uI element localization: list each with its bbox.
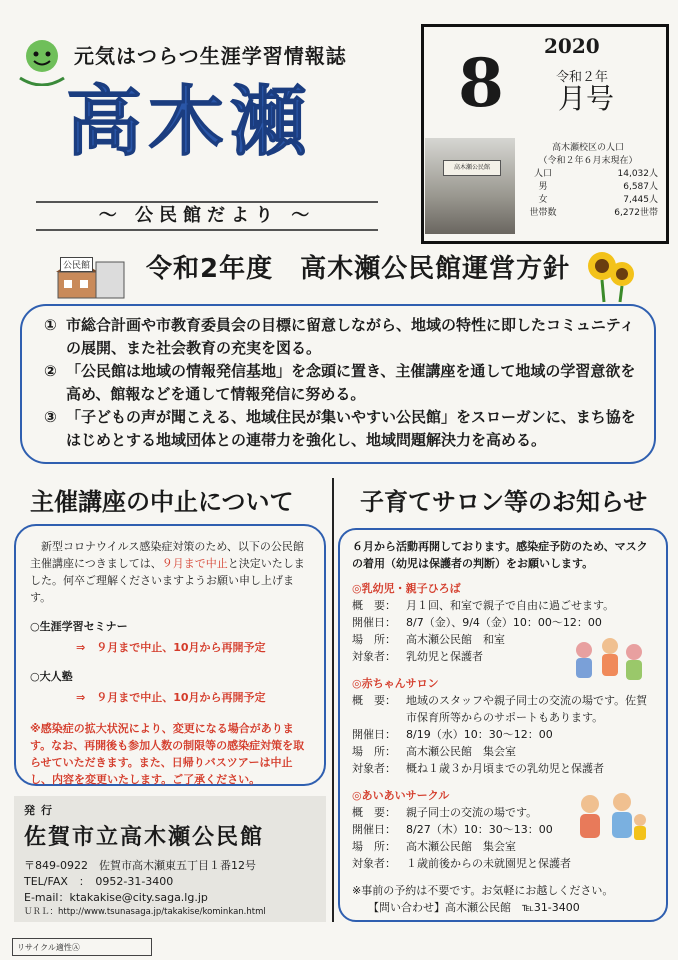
kominkan-icon-label: 公民館 bbox=[60, 257, 93, 272]
issue-year: 2020 bbox=[544, 34, 600, 58]
population-row: 世帯数 6,272世帯 bbox=[529, 208, 658, 218]
issue-suffix: 月号 bbox=[558, 82, 615, 115]
salon-section-head: ◎赤ちゃんサロン bbox=[352, 677, 439, 690]
course-status: ⇒ ９月まで中止、10月から再開予定 bbox=[76, 641, 266, 654]
population-row: 女 7,445人 bbox=[538, 195, 658, 205]
cancellation-intro: 新型コロナウイルス感染症対策のため、以下の公民館主催講座につきましては、９月まで中止と決定いたしました。何卒ご理解くださいますようお願い申し上げます。 bbox=[30, 540, 305, 604]
cancellation-notice: ※感染症の拡大状況により、変更になる場合があります。なお、再開後も参加人数の制限等の感染症対策を取らせていただきます。また、日帰りバスツアーは中止し、内容を変更いたします。ご了承ください。 bbox=[30, 722, 305, 786]
families-illustration-icon bbox=[570, 636, 650, 688]
salon-row: 概 要： 地域のスタッフや親子同士の交流の場です。佐賀市保育所等からのサポートもあります。 bbox=[352, 694, 648, 724]
salon-intro: ６月から活動再開しております。感染症予防のため、マスクの着用（幼児は保護者の判断）をお願いします。 bbox=[352, 540, 648, 570]
salon-row: 対象者： 概ね１歳３か月頃までの乳幼児と保護者 bbox=[352, 762, 604, 775]
salon-box bbox=[338, 528, 668, 922]
population-date: （令和２年６月末現在） bbox=[538, 156, 638, 166]
publisher-info bbox=[14, 796, 326, 922]
salon-row: 概 要： 親子同士の交流の場です。 bbox=[352, 806, 538, 819]
salon-row: 場 所： 高木瀬公民館 和室 bbox=[352, 633, 505, 646]
publisher-tel: TEL/FAX ： 0952-31-3400 bbox=[24, 875, 174, 888]
course-name: ○大人塾 bbox=[30, 670, 73, 683]
column-divider bbox=[332, 478, 334, 922]
cancellation-title: 主催講座の中止について bbox=[30, 488, 294, 516]
photo-sign: 高木瀬公民館 bbox=[443, 160, 501, 176]
mascot-icon bbox=[14, 34, 70, 86]
salon-row: 開催日： 8/7（金）、9/4（金）10：00～12：00 bbox=[352, 616, 602, 629]
kominkan-photo bbox=[425, 138, 515, 234]
policy-item: ③ 「子どもの声が聞こえる、地域住民が集いやすい公民館」をスローガンに、まち協をはじめとする地域団体との連帯力を強化し、地域問題解決力を高める。 bbox=[44, 408, 636, 449]
issue-month: 8 bbox=[458, 44, 504, 122]
newsletter-title: 高木瀬 bbox=[66, 77, 312, 166]
population-row: 人口 14,032人 bbox=[533, 169, 658, 179]
course-status: ⇒ ９月まで中止、10月から再開予定 bbox=[76, 691, 266, 704]
salon-inquiry: 【問い合わせ】高木瀬公民館 ℡31-3400 bbox=[368, 901, 580, 914]
course-name: ○生涯学習セミナー bbox=[30, 620, 128, 633]
population-table bbox=[518, 142, 658, 220]
parents-children-illustration-icon bbox=[572, 790, 652, 844]
population-title: 高木瀬校区の人口 bbox=[551, 143, 624, 153]
salon-row: 概 要： 月１回、和室で親子で自由に過ごせます。 bbox=[352, 599, 615, 612]
publisher-label: 発行 bbox=[24, 804, 58, 817]
cancellation-box bbox=[14, 524, 326, 786]
salon-row: 開催日： 8/19（水）10：30～12：00 bbox=[352, 728, 553, 741]
publisher-name: 佐賀市立高木瀬公民館 bbox=[24, 825, 265, 850]
publisher-url: ＵＲＬ：http://www.tsunasaga.jp/takakise/kominkan.html bbox=[24, 907, 266, 917]
salon-footnote: ※事前の予約は不要です。お気軽にお越しください。 bbox=[352, 884, 614, 897]
publisher-email: E-mail：ktakakise@city.saga.lg.jp bbox=[24, 891, 208, 904]
issue-era: 令和２年 bbox=[556, 70, 609, 85]
salon-row: 開催日： 8/27（木）10：30～13：00 bbox=[352, 823, 553, 836]
policy-item: ① 市総合計画や市教育委員会の目標に留意しながら、地域の特性に即したコミュニティの展開、また社会教育の充実を図る。 bbox=[44, 316, 635, 357]
salon-section-head: ◎乳幼児・親子ひろば bbox=[352, 582, 461, 595]
salon-section-head: ◎あいあいサークル bbox=[352, 789, 450, 802]
salon-row: 場 所： 高木瀬公民館 集会室 bbox=[352, 745, 516, 758]
newsletter-subtitle: ～ 公民館だより ～ bbox=[36, 201, 378, 231]
population-row: 男 6,587人 bbox=[538, 182, 658, 192]
salon-title: 子育てサロン等のお知らせ bbox=[360, 488, 648, 516]
policy-box bbox=[20, 304, 656, 464]
sunflower-icon bbox=[580, 244, 640, 304]
salon-row: 場 所： 高木瀬公民館 集会室 bbox=[352, 840, 516, 853]
publisher-address: 〒849-0922 佐賀市高木瀬東五丁目１番12号 bbox=[24, 859, 256, 872]
salon-row: 対象者： 乳幼児と保護者 bbox=[352, 650, 483, 663]
salon-row: 対象者： １歳前後からの未就園児と保護者 bbox=[352, 857, 571, 870]
recycle-mark: リサイクル適性Ⓐ bbox=[12, 938, 152, 956]
policy-title: 令和2年度 高木瀬公民館運営方針 bbox=[146, 254, 571, 284]
tagline: 元気はつらつ生涯学習情報誌 bbox=[74, 44, 347, 68]
policy-item: ② 「公民館は地域の情報発信基地」を念頭に置き、主催講座を通して地域の学習意欲を高め、館報などを通して情報発信に努める。 bbox=[44, 362, 636, 403]
